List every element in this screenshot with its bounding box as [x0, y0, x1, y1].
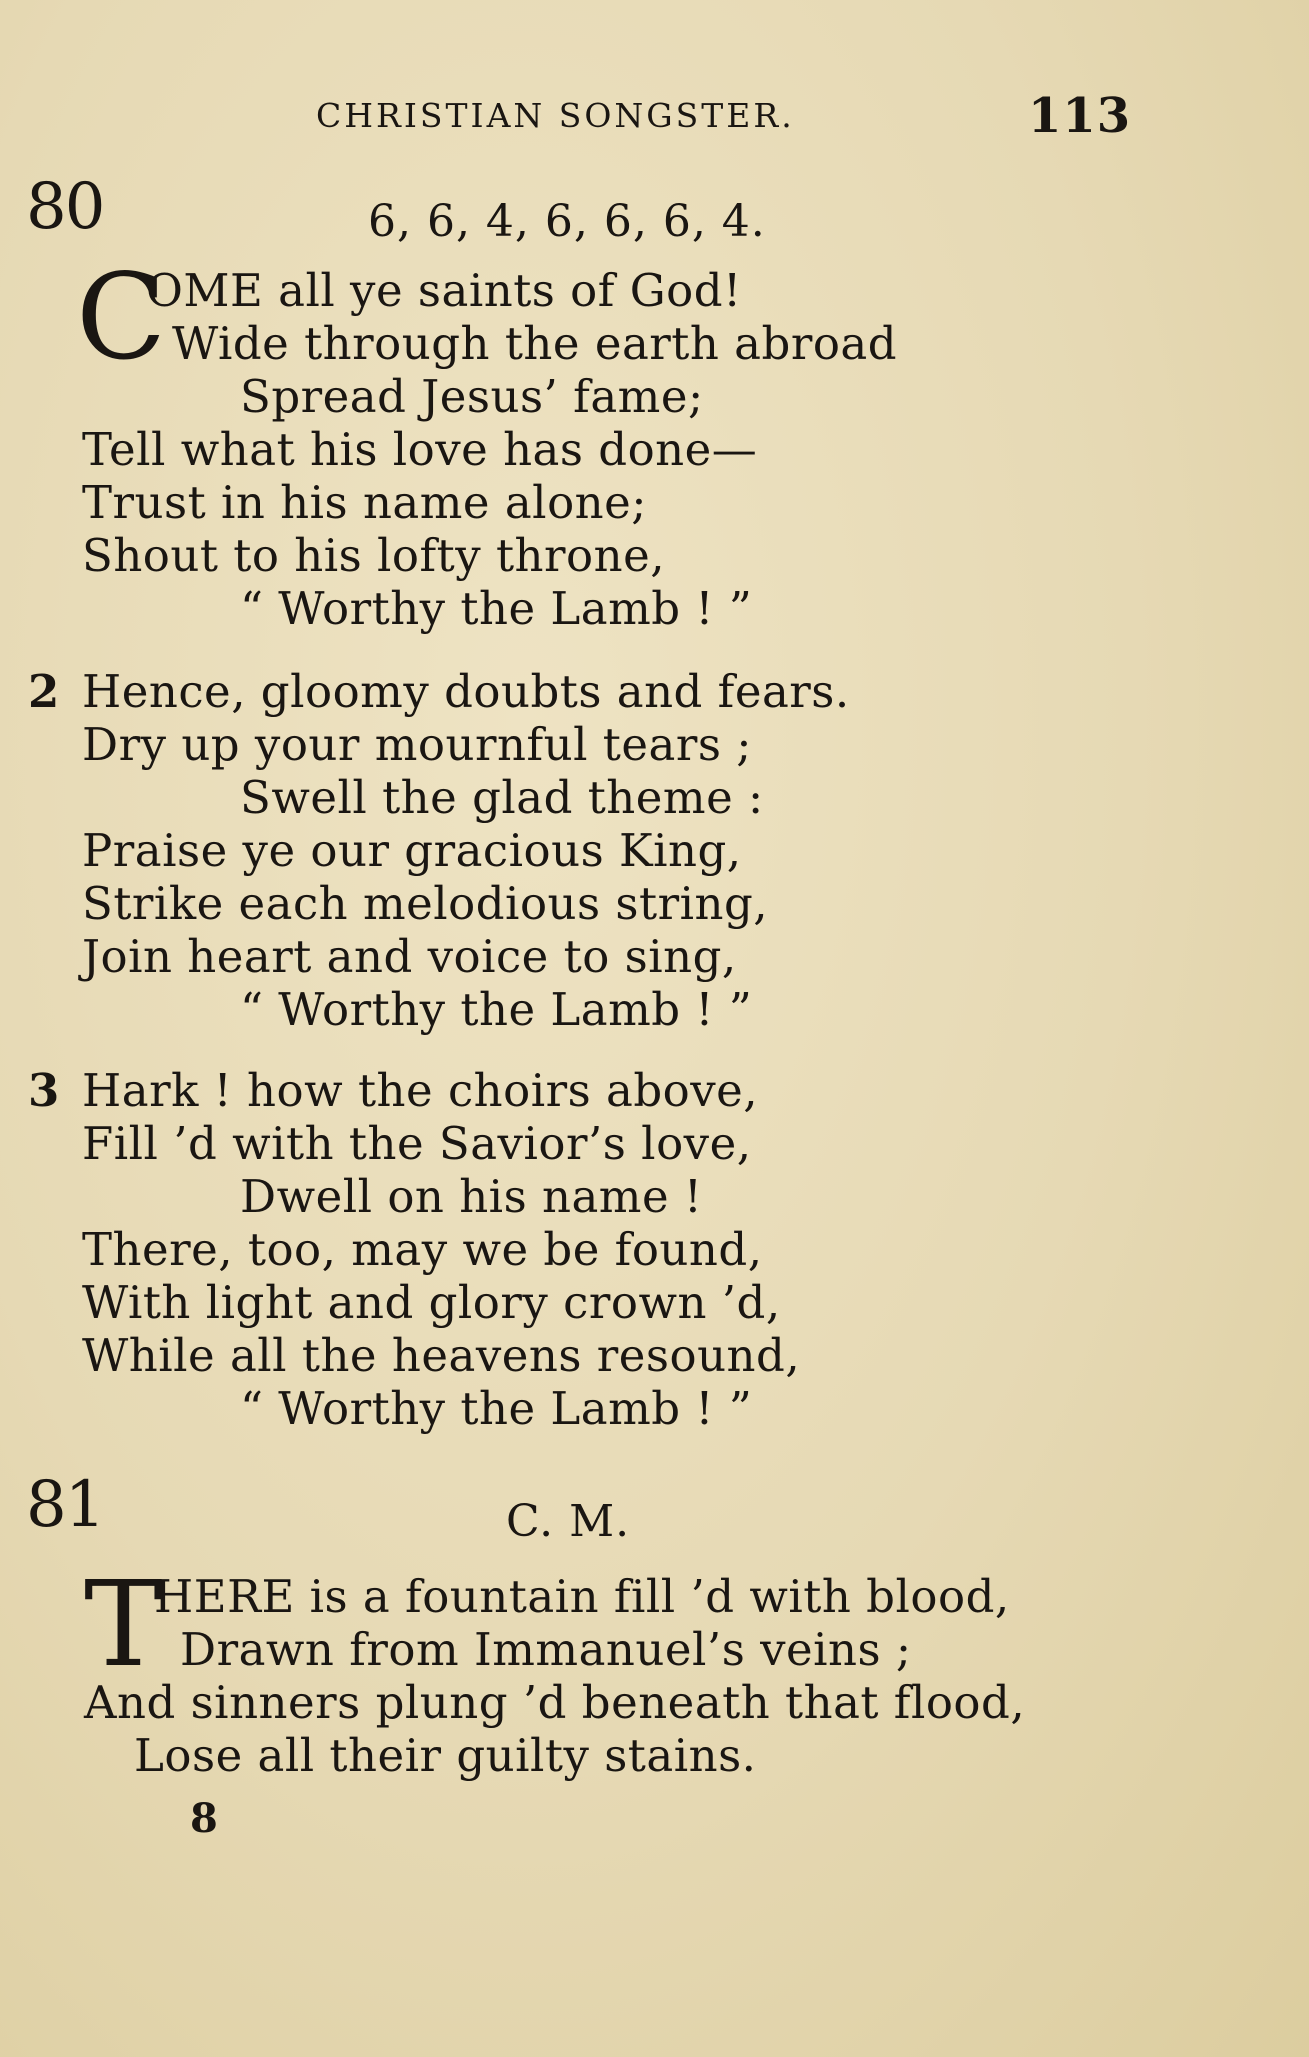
verse-line: Drawn from Immanuel’s veins ; [180, 1623, 912, 1676]
verse-line: Shout to his lofty throne, [82, 529, 666, 582]
verse-line: And sinners plung ’d beneath that flood, [84, 1676, 1026, 1729]
verse-line: Fill ’d with the Savior’s love, [82, 1117, 752, 1170]
stanza-number: 3 [28, 1064, 60, 1117]
verse-line: Hark ! how the choirs above, [82, 1064, 759, 1117]
verse-line: While all the heavens resound, [82, 1329, 801, 1382]
stanza-number: 2 [28, 665, 60, 718]
hymn-meter: C. M. [506, 1496, 631, 1547]
verse-line: Wide through the earth abroad [172, 317, 898, 370]
page-number: 113 [1028, 88, 1132, 144]
verse-line: Praise ye our gracious King, [82, 824, 742, 877]
hymn-number: 81 [26, 1468, 104, 1542]
verse-line: HERE is a fountain fill ’d with blood, [154, 1570, 1010, 1623]
verse-line: Hence, gloomy doubts and fears. [82, 665, 850, 718]
verse-line: OME all ye saints of God! [146, 264, 742, 317]
verse-line: “ Worthy the Lamb ! ” [240, 1382, 753, 1435]
verse-line: Dry up your mournful tears ; [82, 718, 752, 771]
verse-line: “ Worthy the Lamb ! ” [240, 983, 753, 1036]
verse-line: Spread Jesus’ fame; [240, 370, 704, 423]
running-title: CHRISTIAN SONGSTER. [316, 96, 795, 135]
hymn-number: 80 [26, 170, 104, 244]
verse-line: Trust in his name alone; [82, 476, 647, 529]
verse-line: “ Worthy the Lamb ! ” [240, 582, 753, 635]
signature-mark: 8 [190, 1795, 218, 1842]
verse-line: Dwell on his name ! [240, 1170, 703, 1223]
verse-line: With light and glory crown ’d, [82, 1276, 781, 1329]
hymn-meter: 6, 6, 4, 6, 6, 6, 4. [368, 196, 766, 247]
drop-cap: C [76, 248, 167, 386]
verse-line: Join heart and voice to sing, [82, 930, 737, 983]
drop-cap: T [84, 1555, 163, 1693]
verse-line: There, too, may we be found, [82, 1223, 763, 1276]
verse-line: Swell the glad theme : [240, 771, 764, 824]
verse-line: Tell what his love has done— [82, 423, 758, 476]
verse-line: Strike each melodious string, [82, 877, 769, 930]
verse-line: Lose all their guilty stains. [134, 1729, 757, 1782]
